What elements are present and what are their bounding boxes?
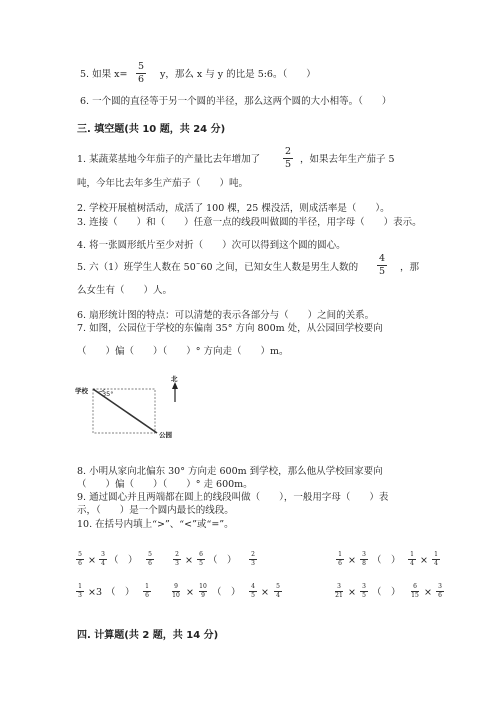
fill-1-part-c: 吨，今年比去年多生产茄子（ ）吨。 — [77, 178, 249, 189]
numerator: 3 — [438, 583, 442, 590]
fraction — [172, 583, 180, 599]
denominator: 21 — [335, 592, 343, 599]
fraction-denominator: 5 — [284, 159, 292, 170]
fill-6: 6. 扇形统计图的特点：可以清楚的表示各部分与（ ）之间的关系。 — [77, 310, 375, 321]
denominator: 6 — [145, 592, 149, 599]
fraction — [146, 551, 154, 567]
question-5-fraction — [136, 62, 146, 85]
fill-7-part-b: （ ）偏（ ）（ ）° 方向走（ ）m。 — [77, 346, 289, 357]
fill-3: 3. 连接（ ）和（ ）任意一点的线段叫做圆的半径，用字母（ ）表示。 — [77, 217, 422, 228]
operator: × — [185, 555, 193, 566]
fraction — [249, 551, 257, 567]
answer-blank[interactable]: （ ） — [372, 555, 401, 566]
denominator: 4 — [434, 560, 438, 567]
fraction — [411, 583, 419, 599]
fraction-numerator: 2 — [284, 146, 292, 157]
north-label: 北 — [171, 375, 178, 383]
denominator: 3 — [78, 592, 82, 599]
fraction-denominator: 6 — [137, 74, 145, 85]
question-5-prefix: 5. 如果 x= — [80, 69, 128, 80]
fill-8-part-a: 8. 小明从家向北偏东 30° 方向走 600m 到学校，那么他从学校回家要向 — [77, 466, 383, 477]
operator: × — [348, 555, 356, 566]
park-label: 公园 — [159, 431, 172, 439]
fraction — [436, 583, 444, 599]
question-6: 6. 一个圆的直径等于另一个圆的半径，那么这两个圆的大小相等。（ ） — [80, 96, 392, 107]
fraction — [249, 583, 257, 599]
fraction — [143, 583, 151, 599]
fraction — [360, 551, 368, 567]
numerator: 9 — [174, 583, 178, 590]
numerator: 1 — [410, 551, 414, 558]
denominator: 4 — [276, 592, 280, 599]
operator: × — [186, 587, 194, 598]
fraction — [76, 583, 84, 599]
fraction — [99, 551, 107, 567]
fraction — [408, 551, 416, 567]
operator: × — [88, 555, 96, 566]
answer-blank[interactable]: （ ） — [109, 555, 138, 566]
denominator: 9 — [201, 592, 205, 599]
fill-9-part-a: 9. 通过圆心并且两端都在圆上的线段叫做（ ），一般用字母（ ）表 — [77, 492, 389, 503]
fraction — [336, 551, 344, 567]
question-5-suffix: y，那么 x 与 y 的比是 5:6。（ ） — [160, 69, 316, 80]
denominator: 10 — [172, 592, 180, 599]
fill-8-part-b: （ ）偏（ ）（ ）° 走 600m。 — [77, 479, 253, 490]
numerator: 6 — [413, 583, 417, 590]
fill-1-part-a: 1. 某蔬菜基地今年茄子的产量比去年增加了 — [77, 154, 261, 165]
numerator: 1 — [145, 583, 149, 590]
school-label: 学校 — [75, 387, 88, 395]
denominator: 6 — [438, 592, 442, 599]
numerator: 3 — [362, 551, 366, 558]
fill-5-part-a: 5. 六（1）班学生人数在 50˜60 之间，已知女生人数是男生人数的 — [77, 262, 359, 273]
denominator: 15 — [411, 592, 419, 599]
denominator: 4 — [410, 560, 414, 567]
numerator: 3 — [101, 551, 105, 558]
numerator: 5 — [276, 583, 280, 590]
fill-5-fraction — [377, 254, 387, 277]
north-arrow-icon — [172, 382, 178, 389]
numerator: 4 — [251, 583, 255, 590]
fill-9-part-b: 示，（ ）是一个圆内最长的线段。 — [77, 505, 234, 516]
denominator: 5 — [199, 560, 203, 567]
denominator: 6 — [148, 560, 152, 567]
denominator: 4 — [101, 560, 105, 567]
fraction — [360, 583, 368, 599]
fraction-numerator: 5 — [137, 61, 145, 72]
direction-diagram — [75, 375, 195, 440]
denominator: 5 — [251, 592, 255, 599]
fraction — [432, 551, 440, 567]
answer-blank[interactable]: （ ） — [372, 587, 401, 598]
numerator: 2 — [251, 551, 255, 558]
denominator: 8 — [362, 560, 366, 567]
denominator: 6 — [78, 560, 82, 567]
numerator: 1 — [78, 583, 82, 590]
numerator: 6 — [199, 551, 203, 558]
numerator: 3 — [337, 583, 341, 590]
operator: × — [420, 555, 428, 566]
fraction — [173, 551, 181, 567]
fraction-denominator: 5 — [378, 266, 386, 277]
angle-label: 35° — [102, 390, 114, 398]
fraction-numerator: 4 — [378, 253, 386, 264]
denominator: 3 — [251, 560, 255, 567]
fraction — [274, 583, 282, 599]
fraction — [197, 551, 205, 567]
fill-5-part-b: ，那 — [400, 262, 420, 273]
fill-5-part-c: 么女生有（ ）人。 — [77, 285, 173, 296]
section-3-heading: 三. 填空题(共 10 题，共 24 分) — [77, 124, 226, 135]
denominator: 6 — [338, 560, 342, 567]
section-4-heading: 四. 计算题(共 2 题，共 14 分) — [77, 630, 219, 641]
fraction — [199, 583, 207, 599]
diagram-lines — [75, 378, 195, 440]
fill-2: 2. 学校开展植树活动，成活了 100 棵，25 棵没活，则成活率是（ ）。 — [77, 203, 390, 214]
numerator: 10 — [199, 583, 207, 590]
denominator: 3 — [175, 560, 179, 567]
fill-1-fraction — [283, 147, 293, 170]
numerator: 1 — [434, 551, 438, 558]
fill-1-part-b: ，如果去年生产茄子 5 — [300, 154, 395, 165]
answer-blank[interactable]: （ ） — [106, 587, 135, 598]
fill-4: 4. 将一张圆形纸片至少对折（ ）次可以得到这个圆的圆心。 — [77, 240, 346, 251]
operator: × — [424, 587, 432, 598]
fill-10: 10. 在括号内填上“>”、“<”或“=”。 — [77, 519, 234, 530]
numerator: 5 — [78, 551, 82, 558]
answer-blank[interactable]: （ ） — [212, 587, 241, 598]
operator: × — [261, 587, 269, 598]
numerator: 2 — [175, 551, 179, 558]
fill-7-part-a: 7. 如图，公园位于学校的东偏南 35° 方向 800m 处，从公园回学校要向 — [77, 323, 383, 334]
numerator: 3 — [362, 583, 366, 590]
fraction — [76, 551, 84, 567]
denominator: 5 — [362, 592, 366, 599]
operator: ×3 — [88, 587, 103, 598]
operator: × — [348, 587, 356, 598]
answer-blank[interactable]: （ ） — [208, 555, 237, 566]
numerator: 1 — [338, 551, 342, 558]
numerator: 5 — [148, 551, 152, 558]
fraction — [335, 583, 343, 599]
